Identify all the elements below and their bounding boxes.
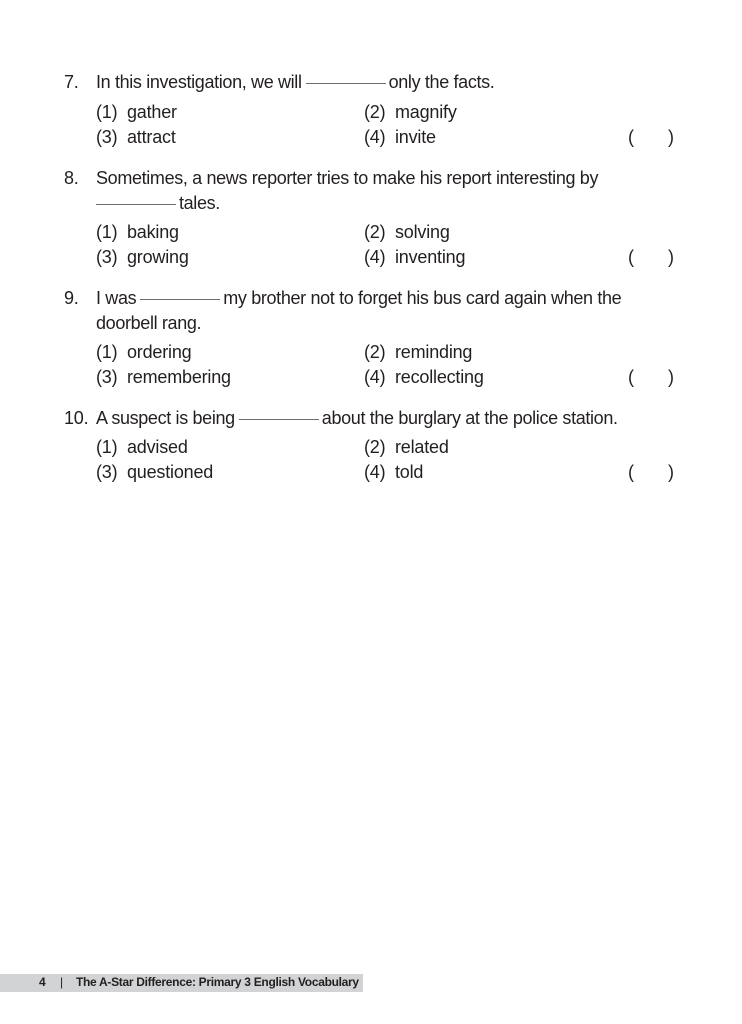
option-text: gather [127,102,177,122]
option-2 [364,435,449,460]
option-2 [364,340,472,365]
page-number: 4 [39,975,46,989]
option-number: (4) [364,367,386,387]
option-number: (3) [96,367,118,387]
option-text: reminding [395,342,473,362]
option-number: (1) [96,342,118,362]
option-text: advised [127,437,188,457]
option-text: ordering [127,342,192,362]
stem-text-after: tales. [179,193,220,213]
stem-line [96,191,676,216]
option-number: (1) [96,437,118,457]
option-number: (3) [96,247,118,267]
stem-text-before: I was [96,288,137,308]
bracket-close: ) [668,127,674,147]
option-2 [364,220,450,245]
option-text: growing [127,247,189,267]
option-text: questioned [127,462,214,482]
bracket-close: ) [668,462,674,482]
answer-blank [239,418,319,420]
option-text: invite [395,127,436,147]
bracket-open: ( [628,462,634,482]
option-number: (4) [364,127,386,147]
stem-text-before: In this investigation, we will [96,72,302,92]
stem-line [96,70,676,95]
book-title: The A-Star Difference: Primary 3 English Vocabulary [76,975,359,989]
option-text: baking [127,222,179,242]
option-4 [364,365,484,390]
option-text: attract [127,127,176,147]
question-stem [96,406,676,431]
option-text: told [395,462,424,482]
option-number: (2) [364,102,386,122]
question-number: 7. [64,72,79,92]
option-1 [96,340,191,365]
option-4 [364,125,436,150]
page-footer [0,974,363,992]
option-number: (2) [364,222,386,242]
bracket-close: ) [668,247,674,267]
option-number: (1) [96,102,118,122]
stem-line: Sometimes, a news reporter tries to make his report interesting by [96,168,599,188]
bracket-close: ) [668,367,674,387]
option-number: (4) [364,462,386,482]
answer-blank [140,298,220,300]
bracket-open: ( [628,127,634,147]
option-number: (3) [96,127,118,147]
bracket-open: ( [628,247,634,267]
answer-bracket[interactable] [628,245,674,270]
question-stem [96,70,676,95]
option-1 [96,100,177,125]
footer-separator: | [60,975,63,989]
answer-bracket[interactable] [628,365,674,390]
option-1 [96,220,179,245]
stem-line: doorbell rang. [96,313,202,333]
stem-line [96,406,676,431]
question-number: 8. [64,168,79,188]
stem-text-after: about the burglary at the police station. [321,408,618,428]
option-number: (2) [364,437,386,457]
option-3 [96,245,189,270]
option-4 [364,245,465,270]
option-text: solving [395,222,450,242]
option-3 [96,365,231,390]
option-text: remembering [127,367,231,387]
option-number: (4) [364,247,386,267]
option-text: related [395,437,449,457]
stem-line [96,286,676,311]
option-3 [96,460,213,485]
option-4 [364,460,423,485]
option-text: recollecting [395,367,484,387]
bracket-open: ( [628,367,634,387]
option-number: (3) [96,462,118,482]
question-stem [96,286,676,336]
option-number: (1) [96,222,118,242]
option-1 [96,435,188,460]
question-number: 9. [64,288,79,308]
answer-bracket[interactable] [628,460,674,485]
stem-text-after: my brother not to forget his bus card again when the [223,288,622,308]
answer-bracket[interactable] [628,125,674,150]
option-3 [96,125,176,150]
option-text: magnify [395,102,457,122]
option-text: inventing [395,247,466,267]
option-number: (2) [364,342,386,362]
question-stem [96,166,676,216]
stem-text-before: A suspect is being [96,408,235,428]
question-number: 10. [64,408,89,428]
option-2 [364,100,457,125]
answer-blank [306,82,386,84]
answer-blank [96,203,176,205]
stem-text-after: only the facts. [388,72,495,92]
